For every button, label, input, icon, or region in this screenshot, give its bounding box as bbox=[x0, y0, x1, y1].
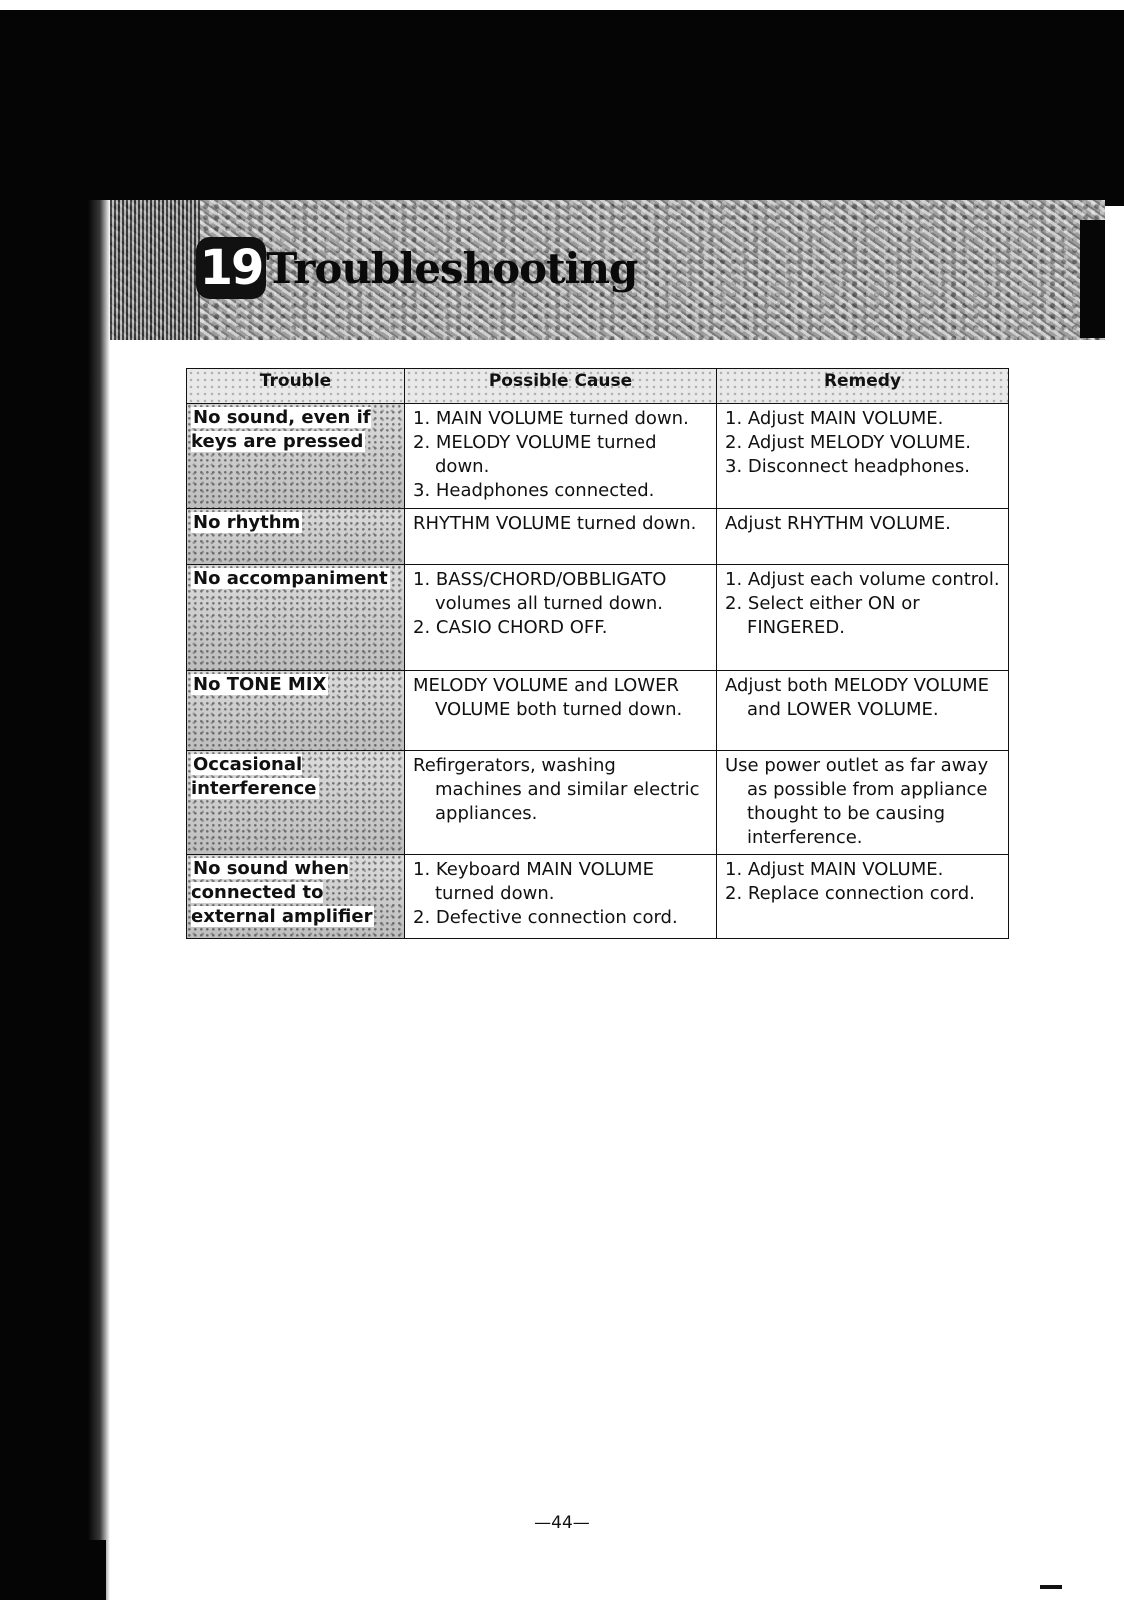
cause-cell bbox=[405, 509, 717, 565]
cause-item: 3. Headphones connected. bbox=[413, 480, 655, 501]
cause-item: MELODY VOLUME and LOWER VOLUME both turned down. bbox=[413, 675, 683, 720]
cause-cell bbox=[405, 855, 717, 939]
cause-item: 2. MELODY VOLUME turned down. bbox=[413, 432, 657, 477]
banner-edge-texture bbox=[110, 200, 200, 340]
cause-item: 1. MAIN VOLUME turned down. bbox=[413, 408, 689, 429]
cause-item: RHYTHM VOLUME turned down. bbox=[413, 513, 697, 534]
remedy-cell bbox=[717, 671, 1009, 751]
header-remedy: Remedy bbox=[717, 369, 1009, 404]
table-row bbox=[187, 404, 1009, 509]
remedy-item: 1. Adjust MAIN VOLUME. bbox=[725, 408, 944, 429]
cause-cell bbox=[405, 565, 717, 671]
table-header-row bbox=[187, 369, 1009, 404]
remedy-item: 1. Adjust MAIN VOLUME. bbox=[725, 859, 944, 880]
trouble-label: No rhythm bbox=[193, 512, 301, 533]
trouble-cell bbox=[187, 404, 405, 509]
cause-item: Refirgerators, washing machines and similar electric appliances. bbox=[413, 755, 700, 824]
section-number-badge: 19 bbox=[196, 237, 266, 299]
trouble-label: No accompaniment bbox=[193, 568, 388, 589]
trouble-cell bbox=[187, 751, 405, 855]
top-black-band bbox=[0, 10, 1124, 206]
header-trouble: Trouble bbox=[187, 369, 405, 404]
left-black-band bbox=[0, 200, 110, 1600]
table-row bbox=[187, 509, 1009, 565]
header-possible-cause: Possible Cause bbox=[405, 369, 717, 404]
section-title: Troubleshooting bbox=[266, 244, 638, 293]
remedy-item: 2. Adjust MELODY VOLUME. bbox=[725, 432, 972, 453]
remedy-item: Use power outlet as far away as possible from appliance thought to be causing interference. bbox=[725, 755, 989, 848]
trouble-label: Occasional interference bbox=[191, 754, 317, 799]
trouble-cell bbox=[187, 565, 405, 671]
table-row bbox=[187, 671, 1009, 751]
trouble-cell bbox=[187, 671, 405, 751]
page-number: —44— bbox=[534, 1513, 590, 1533]
remedy-item: Adjust both MELODY VOLUME and LOWER VOLUME. bbox=[725, 675, 990, 720]
cause-cell bbox=[405, 404, 717, 509]
corner-mark bbox=[1040, 1585, 1062, 1589]
cause-item: 2. CASIO CHORD OFF. bbox=[413, 617, 608, 638]
remedy-item: Adjust RHYTHM VOLUME. bbox=[725, 513, 951, 534]
remedy-cell bbox=[717, 509, 1009, 565]
trouble-cell bbox=[187, 855, 405, 939]
troubleshooting-table bbox=[186, 368, 1009, 939]
trouble-label: No TONE MIX bbox=[193, 674, 327, 695]
cause-cell bbox=[405, 671, 717, 751]
remedy-cell bbox=[717, 855, 1009, 939]
remedy-cell bbox=[717, 751, 1009, 855]
table-row bbox=[187, 751, 1009, 855]
remedy-item: 2. Select either ON or FINGERED. bbox=[725, 593, 920, 638]
table-row bbox=[187, 565, 1009, 671]
remedy-item: 2. Replace connection cord. bbox=[725, 883, 975, 904]
cause-item: 2. Defective connection cord. bbox=[413, 907, 678, 928]
cause-cell bbox=[405, 751, 717, 855]
table-row bbox=[187, 855, 1009, 939]
trouble-label: No sound when connected to external amplifier bbox=[191, 858, 373, 927]
remedy-cell bbox=[717, 404, 1009, 509]
cause-item: 1. BASS/CHORD/OBBLIGATO volumes all turned down. bbox=[413, 569, 667, 614]
trouble-cell bbox=[187, 509, 405, 565]
trouble-label: No sound, even if keys are pressed bbox=[191, 407, 371, 452]
banner-right-edge bbox=[1080, 220, 1105, 338]
cause-item: 1. Keyboard MAIN VOLUME turned down. bbox=[413, 859, 654, 904]
remedy-item: 3. Disconnect headphones. bbox=[725, 456, 970, 477]
remedy-item: 1. Adjust each volume control. bbox=[725, 569, 1000, 590]
remedy-cell bbox=[717, 565, 1009, 671]
